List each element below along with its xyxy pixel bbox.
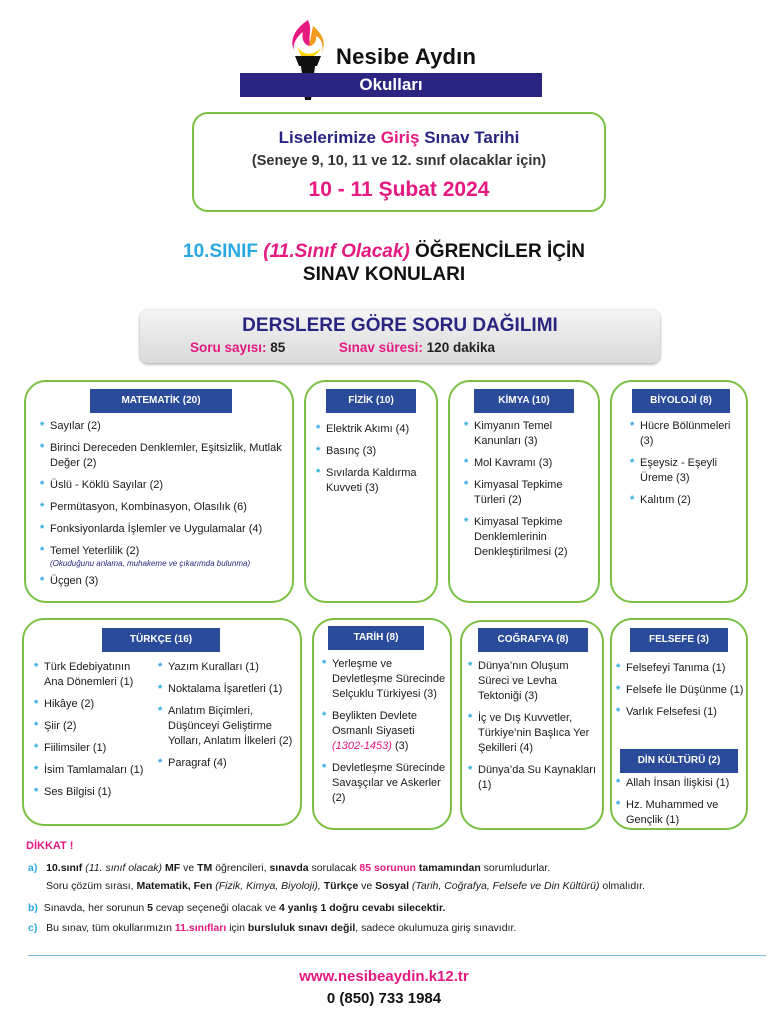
list-item: * Elektrik Akımı (4) [316, 422, 432, 437]
page-title: 10.SINIF (11.Sınıf Olacak) ÖĞRENCİLER İÇİN [183, 241, 585, 262]
subject-header-felsefe: FELSEFE (3) [630, 628, 728, 652]
list-item: * Eşeysiz - Eşeyli Üreme (3) [630, 456, 742, 486]
math-note: (Okuduğunu anlama, muhakeme ve çıkarımda bulunma) [50, 559, 251, 568]
list-item: * Yazım Kuralları (1) [158, 660, 294, 675]
list-item: * Hücre Bölünmeleri (3) [630, 419, 742, 449]
list-item: * Permütasyon, Kombinasyon, Olasılık (6) [40, 500, 285, 515]
subject-list-kimya [464, 419, 594, 567]
subject-header-kimya: KİMYA (10) [474, 389, 574, 413]
notice-a-line1: a) 10.sınıf (11. sınıf olacak) MF ve TM öğrencileri, sınavda sorulacak 85 sorunun tamamından sorumludurlar. [28, 862, 551, 874]
list-item: * Birinci Dereceden Denklemler, Eşitsizlik, Mutlak Değer (2) [40, 441, 285, 471]
list-item: * Üslü - Köklü Sayılar (2) [40, 478, 285, 493]
list-item: * Kimyasal Tepkime Denklemlerinin Denkleştirilmesi (2) [464, 515, 594, 560]
list-item: * Dünya’da Su Kaynakları (1) [468, 763, 600, 793]
list-item: * İsim Tamlamaları (1) [34, 763, 152, 778]
divider [28, 955, 766, 956]
subject-header-biyoloji: BİYOLOJİ (8) [632, 389, 730, 413]
list-item: * Sıvılarda Kaldırma Kuvveti (3) [316, 466, 432, 496]
subject-list-fizik [316, 422, 432, 503]
notice-c: c) Bu sınav, tüm okullarımızın 11.sınıfları için bursluluk sınavı değil, sadece okulumuza giriş sınavıdır. [28, 922, 517, 934]
list-item: * Şiir (2) [34, 719, 152, 734]
subject-list-matematik [40, 419, 285, 596]
subject-list-turkce-col1 [34, 660, 152, 807]
subject-list-turkce-col2 [158, 660, 294, 778]
school-subtitle: Okulları [240, 73, 542, 97]
list-item: * Üçgen (3) [40, 574, 285, 589]
exam-audience: (Seneye 9, 10, 11 ve 12. sınıf olacaklar için) [251, 153, 547, 169]
notice-b: b) Sınavda, her sorunun 5 cevap seçeneği olacak ve 4 yanlış 1 doğru cevabı silecektir. [28, 902, 446, 914]
list-item: * Felsefe İle Düşünme (1) [616, 683, 746, 698]
list-item: * Mol Kavramı (3) [464, 456, 594, 471]
list-item: * Devletleşme Sürecinde Savaşçılar ve Askerler (2) [322, 761, 448, 806]
subject-list-biyoloji [630, 419, 742, 515]
list-item: * Basınç (3) [316, 444, 432, 459]
list-item: * Fiilimsiler (1) [34, 741, 152, 756]
list-item: * Sayılar (2) [40, 419, 285, 434]
subject-list-cografya [468, 659, 600, 800]
school-name: Nesibe Aydın [336, 44, 477, 69]
subject-header-din: DİN KÜLTÜRÜ (2) [620, 749, 738, 773]
website-link[interactable]: www.nesibeaydin.k12.tr [299, 968, 469, 985]
subject-header-cografya: COĞRAFYA (8) [478, 628, 588, 652]
list-item: * Kalıtım (2) [630, 493, 742, 508]
list-item: * Yerleşme ve Devletleşme Sürecinde Selçuklu Türkiyesi (3) [322, 657, 448, 702]
list-item: * Türk Edebiyatının Ana Dönemleri (1) [34, 660, 152, 690]
list-item: * İç ve Dış Kuvvetler, Türkiye’nin Başlıca Yer Şekilleri (4) [468, 711, 600, 756]
subject-header-tarih: TARİH (8) [328, 626, 424, 650]
subject-header-matematik: MATEMATİK (20) [90, 389, 232, 413]
list-item: * Hz. Muhammed ve Gençlik (1) [616, 798, 746, 828]
list-item: * Allah İnsan İlişkisi (1) [616, 776, 746, 791]
list-item: * Hikâye (2) [34, 697, 152, 712]
list-item: * Varlık Felsefesi (1) [616, 705, 746, 720]
list-item: * Dünya’nın Oluşum Süreci ve Levha Tektoniği (3) [468, 659, 600, 704]
banner-title: DERSLERE GÖRE SORU DAĞILIMI [242, 315, 558, 336]
list-item: * Ses Bilgisi (1) [34, 785, 152, 800]
list-item: * Noktalama İşaretleri (1) [158, 682, 294, 697]
page-subtitle: SINAV KONULARI [302, 264, 466, 285]
exam-date: 10 - 11 Şubat 2024 [308, 178, 490, 201]
subject-header-fizik: FİZİK (10) [326, 389, 416, 413]
subject-list-din [616, 776, 746, 835]
list-item: * Beylikten Devlete Osmanlı Siyaseti (1302-1453) (3) [322, 709, 448, 754]
subject-header-turkce: TÜRKÇE (16) [102, 628, 220, 652]
list-item: * Felsefeyi Tanıma (1) [616, 661, 746, 676]
subject-list-tarih [322, 657, 448, 813]
list-item: * Kimyanın Temel Kanunları (3) [464, 419, 594, 449]
notice-a-line2: Soru çözüm sırası, Matematik, Fen (Fizik, Kimya, Biyoloji), Türkçe ve Sosyal (Tarih, Coğrafya, Felsefe ve Din Kültürü) olmalıdır. [46, 880, 645, 892]
exam-heading: Liselerimize Giriş Sınav Tarihi [278, 128, 520, 147]
list-item: * Kimyasal Tepkime Türleri (2) [464, 478, 594, 508]
banner-meta: Soru sayısı: 85 Sınav süresi: 120 dakika [190, 340, 495, 355]
list-item: * Paragraf (4) [158, 756, 294, 771]
phone-number: 0 (850) 733 1984 [326, 990, 442, 1007]
notice-heading: DİKKAT ! [26, 840, 74, 852]
subject-list-felsefe [616, 661, 746, 727]
list-item: * Fonksiyonlarda İşlemler ve Uygulamalar (4) [40, 522, 285, 537]
list-item: * Temel Yeterlilik (2) (Okuduğunu anlama, muhakeme ve çıkarımda bulunma) [40, 544, 285, 569]
list-item: * Anlatım Biçimleri, Düşünceyi Geliştirme Yolları, Anlatım İlkeleri (2) [158, 704, 294, 749]
